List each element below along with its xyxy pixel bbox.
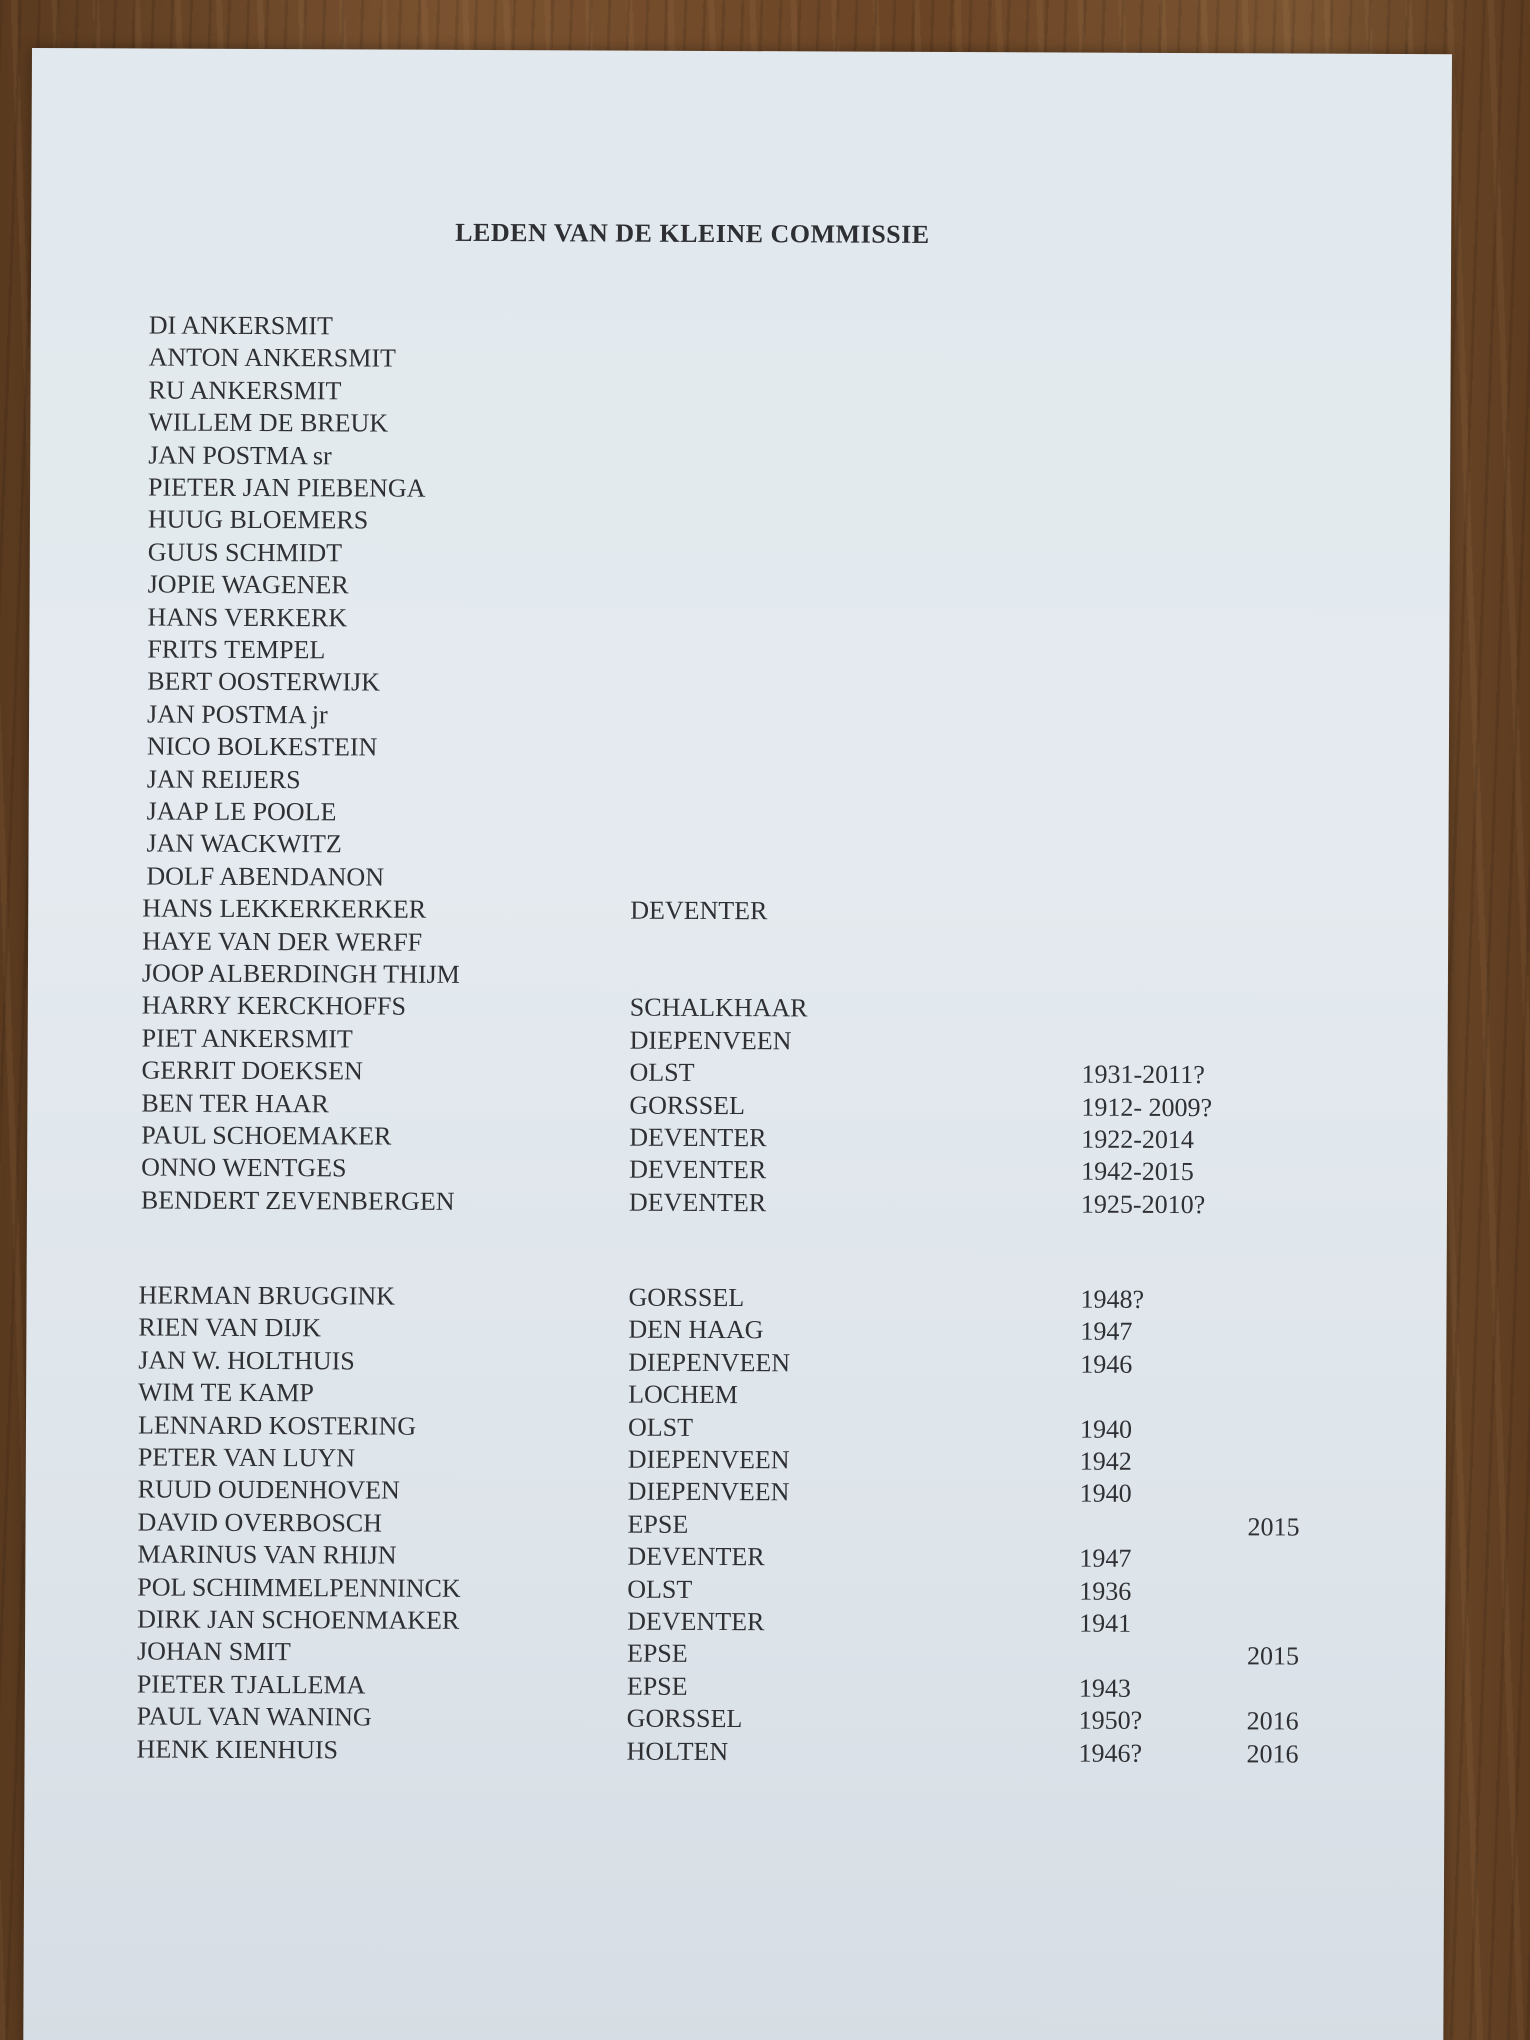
- member-name: GERRIT DOEKSEN: [141, 1055, 363, 1086]
- member-row: [27, 1185, 1427, 1223]
- member-name: HAYE VAN DER WERFF: [142, 926, 423, 957]
- member-name: RIEN VAN DIJK: [138, 1312, 321, 1343]
- member-years: 1941: [1079, 1608, 1132, 1638]
- member-name: RUUD OUDENHOVEN: [137, 1474, 400, 1506]
- member-name: HUUG BLOEMERS: [147, 504, 369, 535]
- member-name: RU ANKERSMIT: [148, 375, 342, 406]
- member-place: DEVENTER: [627, 1606, 765, 1637]
- member-place: EPSE: [626, 1671, 688, 1701]
- member-place: HOLTEN: [626, 1736, 729, 1766]
- member-place: DIEPENVEEN: [627, 1477, 790, 1507]
- member-name: BENDERT ZEVENBERGEN: [140, 1185, 455, 1216]
- member-place: EPSE: [627, 1509, 689, 1539]
- member-years: 1947: [1080, 1316, 1133, 1347]
- member-name: MARINUS VAN RHIJN: [137, 1539, 397, 1570]
- member-name: HANS VERKERK: [147, 602, 348, 632]
- member-row: [25, 1734, 1425, 1772]
- member-years: 1946?: [1078, 1738, 1143, 1768]
- member-name: JAN REIJERS: [146, 764, 301, 794]
- member-name: PIETER JAN PIEBENGA: [148, 472, 426, 503]
- member-years: 1940: [1079, 1478, 1132, 1509]
- member-years: 1931-2011?: [1081, 1059, 1205, 1090]
- member-name: HERMAN BRUGGINK: [138, 1280, 396, 1311]
- member-name: JOPIE WAGENER: [147, 569, 349, 600]
- member-years: 1940: [1079, 1414, 1133, 1444]
- member-name: POL SCHIMMELPENNINCK: [137, 1572, 461, 1603]
- member-name: JAN W. HOLTHUIS: [138, 1345, 355, 1376]
- member-extra-year: 2015: [1246, 1641, 1300, 1671]
- member-name: JAN POSTMA jr: [147, 699, 328, 730]
- document-page: [23, 48, 1452, 2040]
- member-place: OLST: [629, 1057, 695, 1088]
- member-name: WIM TE KAMP: [138, 1377, 314, 1408]
- member-name: JOOP ALBERDINGH THIJM: [141, 958, 460, 989]
- member-name: NICO BOLKESTEIN: [146, 731, 378, 762]
- member-name: PAUL VAN WANING: [136, 1701, 372, 1732]
- member-place: GORSSEL: [626, 1703, 743, 1734]
- member-place: DEN HAAG: [628, 1315, 764, 1345]
- member-name: PAUL SCHOEMAKER: [141, 1120, 392, 1151]
- member-extra-year: 2016: [1246, 1738, 1299, 1769]
- member-place: DEVENTER: [628, 1187, 767, 1218]
- member-name: JOHAN SMIT: [136, 1636, 291, 1667]
- member-place: DEVENTER: [629, 1155, 767, 1185]
- member-years: 1912- 2009?: [1081, 1092, 1213, 1122]
- member-place: DEVENTER: [630, 895, 768, 926]
- member-name: WILLEM DE BREUK: [148, 407, 389, 438]
- member-name: DI ANKERSMIT: [148, 310, 334, 341]
- member-place: EPSE: [626, 1639, 688, 1669]
- member-name: DOLF ABENDANON: [146, 861, 385, 892]
- member-name: HANS LEKKERKERKER: [142, 893, 427, 924]
- member-name: JAAP LE POOLE: [146, 796, 337, 827]
- member-name: PETER VAN LUYN: [137, 1442, 356, 1473]
- member-years: 1947: [1079, 1543, 1132, 1573]
- member-years: 1922-2014: [1081, 1124, 1194, 1155]
- member-place: DIEPENVEEN: [629, 1025, 792, 1056]
- member-place: OLST: [627, 1412, 694, 1442]
- member-name: BEN TER HAAR: [141, 1088, 329, 1118]
- member-years: 1943: [1078, 1673, 1131, 1703]
- member-name: GUUS SCHMIDT: [147, 537, 343, 568]
- member-extra-year: 2016: [1246, 1706, 1299, 1736]
- document-title: LEDEN VAN DE KLEINE COMMISSIE: [455, 217, 930, 249]
- member-years: 1942-2015: [1081, 1156, 1194, 1187]
- member-years: 1948?: [1080, 1284, 1145, 1314]
- member-name: BERT OOSTERWIJK: [147, 666, 381, 697]
- member-name: JAN WACKWITZ: [146, 828, 342, 859]
- member-place: LOCHEM: [628, 1379, 738, 1410]
- member-name: PIET ANKERSMIT: [141, 1023, 353, 1054]
- member-place: DEVENTER: [629, 1122, 767, 1153]
- member-years: 1925-2010?: [1080, 1189, 1206, 1219]
- member-place: OLST: [627, 1574, 693, 1604]
- member-name: LENNARD KOSTERING: [137, 1410, 417, 1441]
- member-place: DEVENTER: [627, 1541, 765, 1572]
- member-years: 1936: [1079, 1576, 1132, 1606]
- member-name: PIETER TJALLEMA: [136, 1669, 366, 1700]
- member-name: HENK KIENHUIS: [136, 1734, 339, 1764]
- member-name: DAVID OVERBOSCH: [137, 1507, 383, 1538]
- member-name: FRITS TEMPEL: [147, 634, 326, 665]
- member-years: 1946: [1080, 1349, 1133, 1379]
- member-years: 1950?: [1078, 1705, 1143, 1736]
- member-name: ANTON ANKERSMIT: [148, 342, 396, 373]
- member-name: DIRK JAN SCHOENMAKER: [137, 1604, 460, 1635]
- member-place: DIEPENVEEN: [628, 1347, 791, 1378]
- member-name: ONNO WENTGES: [141, 1152, 347, 1183]
- member-name: JAN POSTMA sr: [148, 440, 332, 470]
- member-years: 1942: [1079, 1446, 1132, 1476]
- member-extra-year: 2015: [1247, 1512, 1300, 1542]
- member-place: SCHALKHAAR: [629, 993, 808, 1023]
- member-place: GORSSEL: [629, 1090, 746, 1120]
- member-place: DIEPENVEEN: [627, 1444, 790, 1475]
- member-name: HARRY KERCKHOFFS: [141, 990, 407, 1022]
- member-place: GORSSEL: [628, 1282, 745, 1313]
